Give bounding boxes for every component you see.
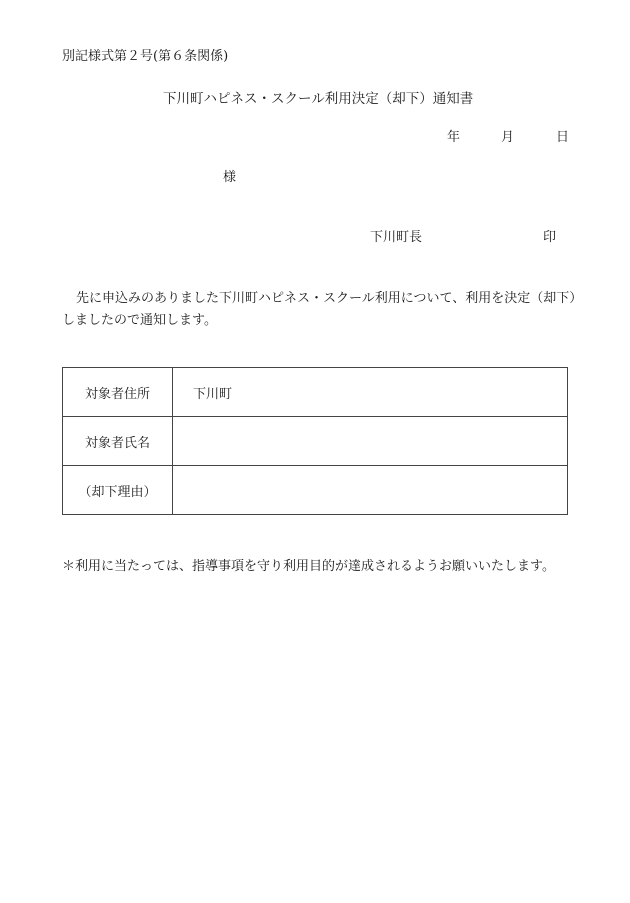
date-year-label: 年 (447, 130, 461, 145)
footnote: ＊利用に当たっては、指導事項を守り利用目的が達成されるようお願いいたします。 (62, 559, 555, 574)
address-value: 下川町 (173, 368, 568, 417)
table-row (63, 466, 568, 515)
document-title: 下川町ハピネス・スクール利用決定（却下）通知書 (163, 91, 474, 107)
table-row (63, 368, 568, 417)
name-value (173, 417, 568, 466)
rejection-reason-label: （却下理由） (63, 466, 173, 515)
seal-mark: 印 (543, 230, 557, 245)
table-row (63, 417, 568, 466)
recipient-suffix: 様 (223, 170, 237, 185)
rejection-reason-value (173, 466, 568, 515)
date-month-label: 月 (501, 130, 515, 145)
address-label: 対象者住所 (63, 368, 173, 417)
form-number: 別記様式第２号(第６条関係) (62, 49, 229, 64)
issuer-title: 下川町長 (370, 230, 423, 245)
date-day-label: 日 (556, 130, 570, 145)
body-text: 先に申込みのありました下川町ハピネス・スクール利用について、利用を決定（却下）しましたので通知します。 (62, 291, 576, 328)
name-label: 対象者氏名 (63, 417, 173, 466)
info-table (62, 367, 568, 515)
